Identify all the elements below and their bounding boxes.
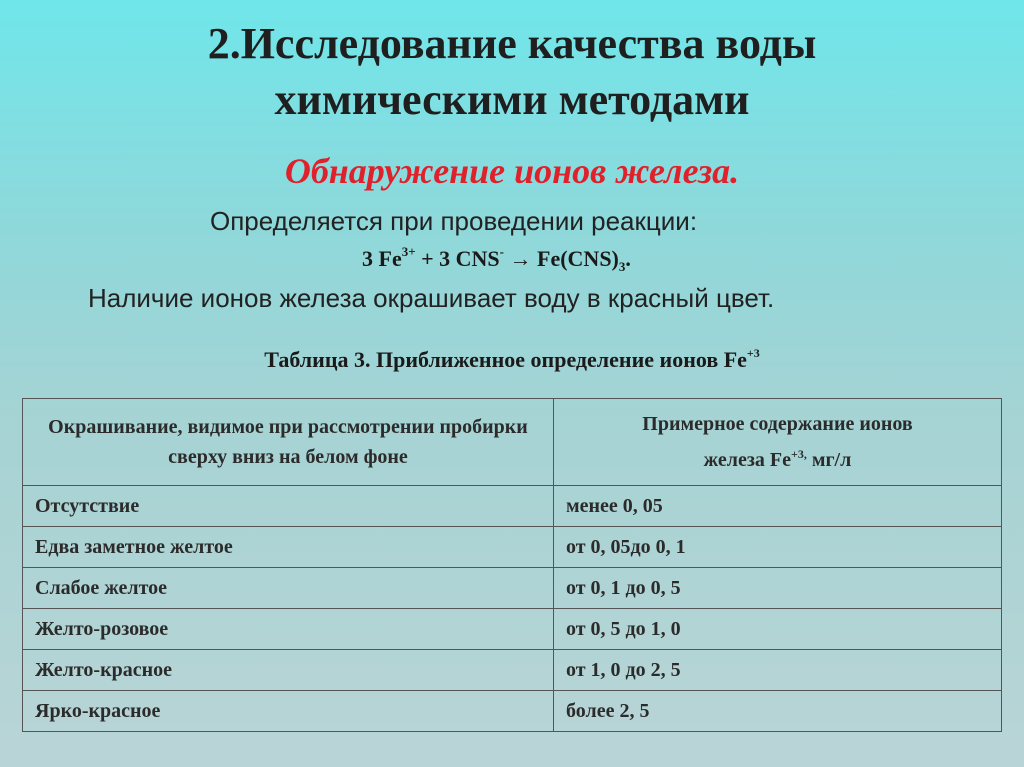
table-row [23, 691, 1002, 732]
table-caption-text: Таблица 3. Приближенное определение ионов Fe [264, 347, 747, 372]
intro-text: Определяется при проведении реакции: [210, 206, 698, 236]
header-content-line-2 [566, 439, 989, 475]
row-color-cell: Едва заметное желтое [23, 527, 554, 568]
table-row [23, 486, 1002, 527]
header-content-post: мг/л [806, 449, 852, 471]
iron-ions-table [22, 398, 1002, 732]
reaction-sub-3: 3 [618, 259, 626, 274]
table-row [23, 609, 1002, 650]
header-content-cell [554, 399, 1002, 486]
reaction-sup-2: - [499, 244, 505, 259]
reaction-part-4: . [625, 246, 631, 271]
slide-subtitle: Обнаружение ионов железа. [284, 151, 740, 191]
table-caption [0, 346, 1024, 373]
row-color-cell: Слабое желтое [23, 568, 554, 609]
row-content-cell: от 0, 05до 0, 1 [554, 527, 1002, 568]
header-content-line-1: Примерное содержание ионов [642, 413, 913, 435]
row-content-cell: более 2, 5 [554, 691, 1002, 732]
row-color-cell: Желто-розовое [23, 609, 554, 650]
row-color-cell: Отсутствие [23, 486, 554, 527]
row-color-cell: Желто-красное [23, 650, 554, 691]
table-row [23, 527, 1002, 568]
reaction-part-2: + 3 CNS [415, 246, 500, 271]
header-content-pre: железа Fe [703, 449, 791, 471]
table-caption-sup: +3 [746, 346, 760, 360]
row-content-cell: от 0, 5 до 1, 0 [554, 609, 1002, 650]
table-row [23, 568, 1002, 609]
reaction-part-1: 3 Fe [362, 246, 402, 271]
reaction-equation [362, 244, 631, 275]
table-header-row [23, 399, 1002, 486]
header-content-sup: +3, [791, 447, 807, 461]
row-content-cell: от 0, 1 до 0, 5 [554, 568, 1002, 609]
table-row [23, 650, 1002, 691]
row-content-cell: менее 0, 05 [554, 486, 1002, 527]
reaction-sup-1: 3+ [401, 244, 416, 259]
header-color-cell: Окрашивание, видимое при рассмотрении пробирки сверху вниз на белом фоне [23, 399, 554, 486]
reaction-part-3: → Fe(CNS) [504, 246, 619, 271]
note-text: Наличие ионов железа окрашивает воду в красный цвет. [88, 283, 775, 313]
row-content-cell: от 1, 0 до 2, 5 [554, 650, 1002, 691]
row-color-cell: Ярко-красное [23, 691, 554, 732]
title-line-2: химическими методами [274, 75, 750, 124]
title-line-1: 2.Исследование качества воды [207, 19, 817, 68]
slide-title [0, 16, 1024, 128]
